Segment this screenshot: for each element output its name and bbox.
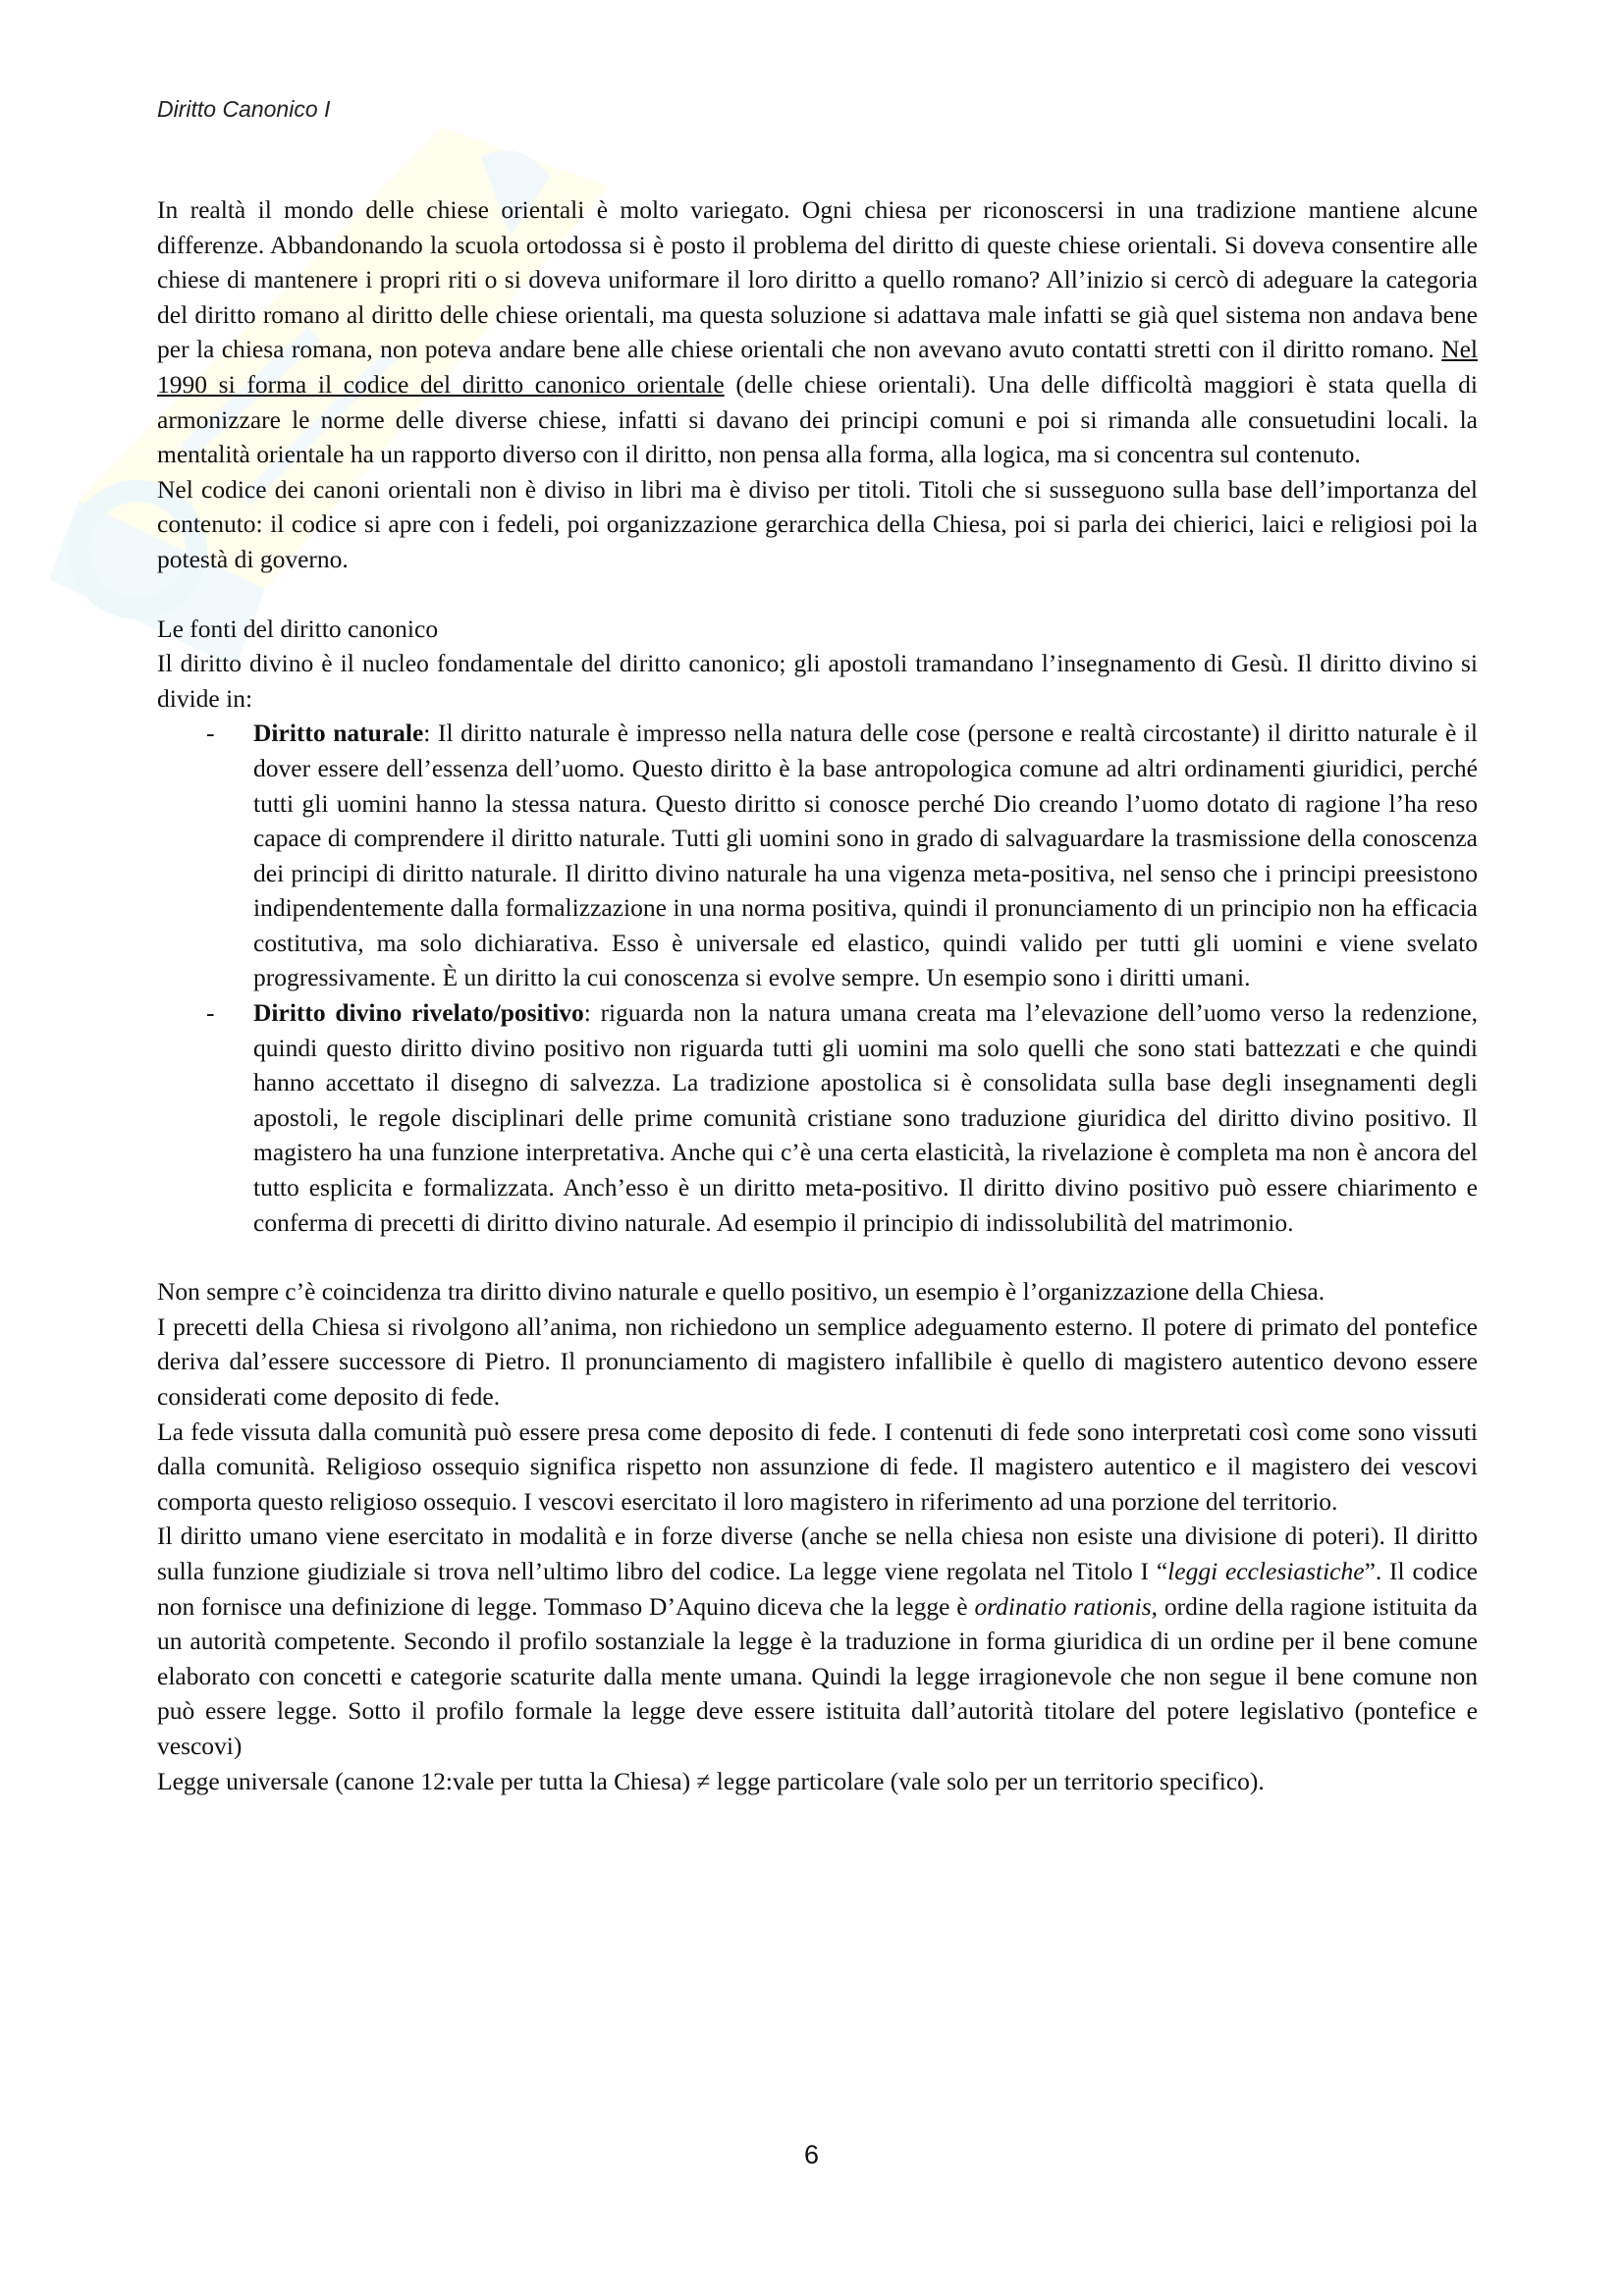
page-number: 6 bbox=[803, 2140, 820, 2169]
underlined-text: Nel 1990 si forma il codice del diritto canonico orientale bbox=[157, 335, 1478, 399]
list-item: - Diritto naturale: Il diritto naturale è impresso nella natura delle cose (persone e realtà circostante) il diritto naturale è il dover essere dell’essenza dell’uomo. Questo diritto è la base antropologica comune ad altri ordinamenti giuridici, perché tutti gli uomini hanno la stessa natura. Questo diritto si conosce perché Dio creando l’uomo dotato di ragione l’ha reso capace di comprendere il diritto naturale. Tutti gli uomini sono in grado di salvaguardare la trasmissione della conoscenza dei principi di diritto naturale. Il diritto divino naturale ha una vigenza meta-positiva, nel senso che i principi preesistono indipendentemente dalla formalizzazione in una norma positiva, quindi il pronunciamento di un principio non ha efficacia costitutiva, ma solo dichiarativa. Esso è universale ed elastico, quindi valido per tutti gli uomini e viene svelato progressivamente. È un diritto la cui conoscenza si evolve sempre. Un esempio sono i diritti umani. bbox=[206, 719, 1478, 992]
document-body bbox=[157, 192, 1478, 1798]
paragraph-eastern-code: Nel codice dei canoni orientali non è diviso in libri ma è diviso per titoli. Titoli che si susseguono sulla base dell’importanza del contenuto: il codice si apre con i fedeli, poi organizzazione gerarchica della Chiesa, poi si parla dei chierici, laici e religiosi poi la potestà di governo. bbox=[157, 474, 1478, 573]
paragraph-human-law: Il diritto umano viene esercitato in modalità e in forze diverse (anche se nella chiesa non esiste una divisione di poteri). Il diritto sulla funzione giudiziale si trova nell’ultimo libro del codice. La legge viene regolata nel Titolo I “leggi ecclesiastiche”. Il codice non fornisce una definizione di legge. Tommaso D’Aquino diceva che la legge è ordinatio rationis, ordine della ragione istituita da un autorità competente. Secondo il profilo sostanziale la legge è la traduzione in forma giuridica di un ordine per il bene comune elaborato con concetti e categorie scaturite dalla mente umana. Quindi la legge irragionevole che non segue il bene comune non può essere legge. Sotto il profilo formale la legge deve essere istituita dall’autorità titolare del potere legislativo (pontefice e vescovi) bbox=[157, 1522, 1478, 1760]
divine-law-list bbox=[157, 716, 1478, 1240]
section-title: Le fonti del diritto canonico bbox=[157, 614, 439, 643]
paragraph-precepts: I precetti della Chiesa si rivolgono all’anima, non richiedono un semplice adeguamento esterno. Il potere di primato del pontefice deriva dal’essere successore di Pietro. Il pronunciamento di magistero infallibile è quello di magistero autentico devono essere considerati come deposito di fede. bbox=[157, 1311, 1478, 1411]
list-item-term: Diritto divino rivelato/positivo bbox=[253, 998, 584, 1028]
paragraph-faith: La fede vissuta dalla comunità può essere presa come deposito di fede. I contenuti di fede sono interpretati così come sono vissuti dalla comunità. Religioso ossequio significa rispetto non assunzione di fede. Il magistero autentico e il magistero dei vescovi comporta questo religioso ossequio. I vescovi esercitato il loro magistero in riferimento ad una porzione del territorio. bbox=[157, 1416, 1478, 1516]
paragraph-eastern-churches: In realtà il mondo delle chiese orientali è molto variegato. Ogni chiesa per riconoscersi in una tradizione mantiene alcune differenze. Abbandonando la scuola ortodossa si è posto il problema del diritto di queste chiese orientali. Si doveva consentire alle chiese di mantenere i propri riti o si doveva uniformare il loro diritto a quello romano? All’inizio si cercò di adeguare la categoria del diritto romano al diritto delle chiese orientali, ma questa soluzione si adattava male infatti se già quel sistema non andava bene per la chiesa romana, non poteva andare bene alle chiese orientali che non avevano avuto contatti stretti con il diritto romano. Nel 1990 si forma il codice del diritto canonico orientale (delle chiese orientali). Una delle difficoltà maggiori è stata quella di armonizzare le norme delle diverse chiese, infatti si davano dei principi comuni e poi si rimanda alle consuetudini locali. la mentalità orientale ha un rapporto diverso con il diritto, non pensa alla forma, alla logica, ma si concentra sul contenuto. bbox=[157, 195, 1479, 469]
list-item: - Diritto divino rivelato/positivo: riguarda non la natura umana creata ma l’elevazione dell’uomo verso la redenzione, quindi questo diritto divino positivo non riguarda tutti gli uomini ma solo quelli che sono stati battezzati e che quindi hanno accettato il disegno di salvezza. La tradizione apostolica si è consolidata sulla base degli insegnamenti degli apostoli, le regole disciplinari delle prime comunità cristiane sono traduzione giuridica del diritto divino positivo. Il magistero ha una funzione interpretativa. Anche qui c’è una certa elasticità, la rivelazione è completa ma non è ancora del tutto esplicita e formalizzata. Anch’esso è un diritto meta-positivo. Il diritto divino positivo può essere chiarimento e conferma di precetti di diritto divino naturale. Ad esempio il principio di indissolubilità del matrimonio. bbox=[206, 998, 1479, 1237]
page-header: Diritto Canonico I bbox=[157, 96, 331, 122]
paragraph-universal-law: Legge universale (canone 12:vale per tutta la Chiesa) ≠ legge particolare (vale solo per un territorio specifico). bbox=[157, 1766, 1265, 1795]
paragraph-coincidence: Non sempre c’è coincidenza tra diritto divino naturale e quello positivo, un esempio è l’organizzazione della Chiesa. bbox=[157, 1277, 1325, 1307]
paragraph-divine-law: Il diritto divino è il nucleo fondamentale del diritto canonico; gli apostoli tramandano l’insegnamento di Gesù. Il diritto divino si divide in: bbox=[157, 649, 1478, 713]
list-item-term: Diritto naturale bbox=[253, 719, 424, 748]
